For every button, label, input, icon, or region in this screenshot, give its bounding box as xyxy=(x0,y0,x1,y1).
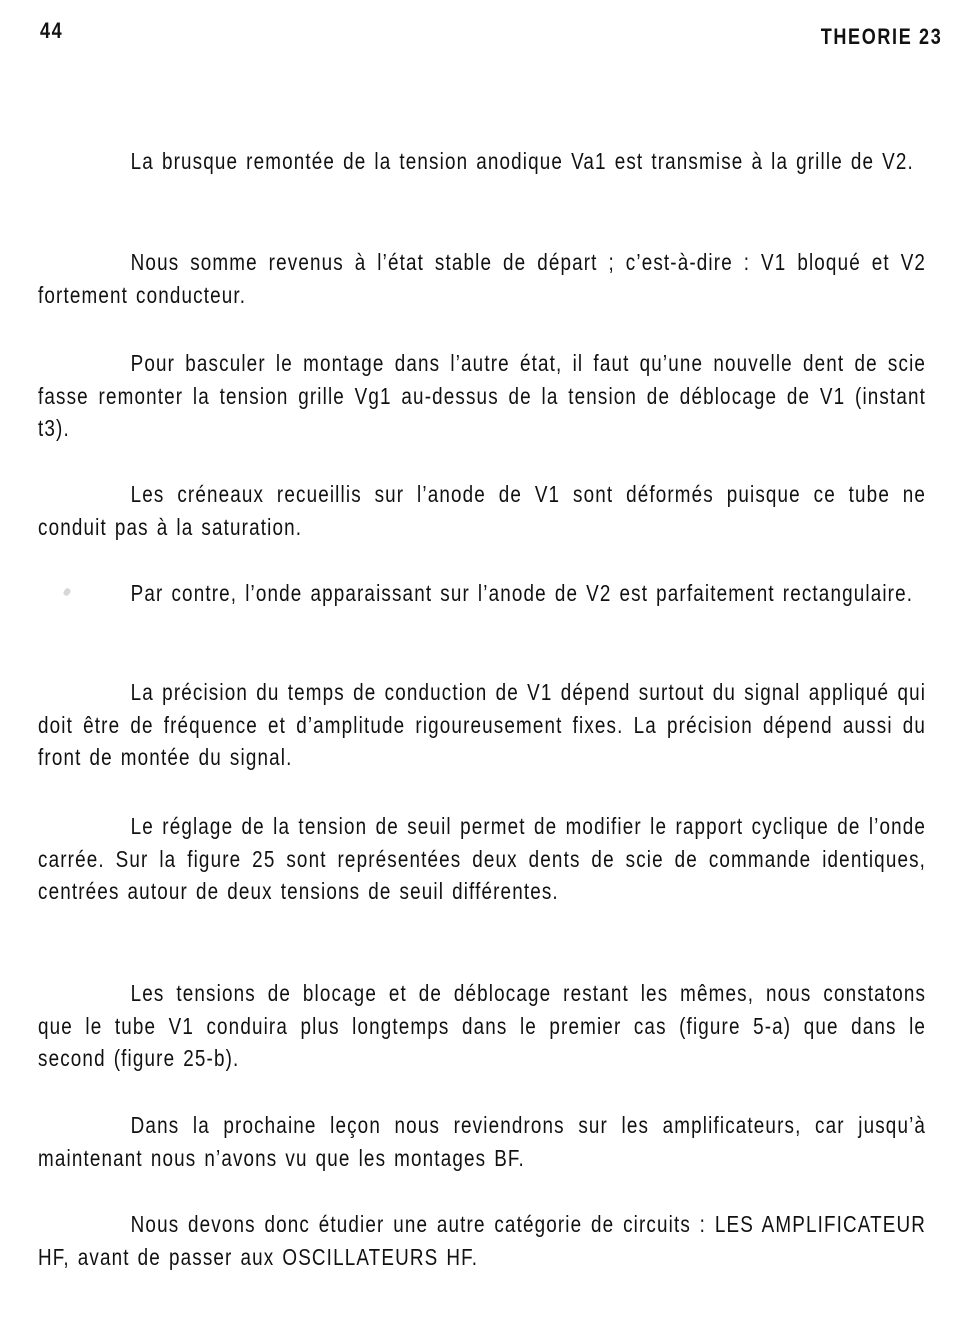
paragraph: Le réglage de la tension de seuil permet de modifier le rapport cyclique de l’onde carrée. Sur la figure 25 sont représentées deux dents de scie de commande identiques, centrées autour de deux tensions de seuil différentes. xyxy=(38,813,927,904)
paragraph: Nous somme revenus à l’état stable de départ ; c’est-à-dire : V1 bloqué et V2 fortement conducteur. xyxy=(38,249,927,308)
paragraph: Les tensions de blocage et de déblocage restant les mêmes, nous constatons que le tube V1 conduira plus longtemps dans le premier cas (figure 5-a) que dans le second (figure 25-b). xyxy=(38,980,927,1071)
paragraph: Par contre, l’onde apparaissant sur l’anode de V2 est parfaitement rectangulaire. xyxy=(130,580,914,606)
running-header xyxy=(40,18,942,48)
paragraph: La précision du temps de conduction de V1 dépend surtout du signal appliqué qui doit être de fréquence et d’amplitude rigoureusement fixes. La précision dépend aussi du front de montée du signal. xyxy=(38,679,927,770)
paragraph: Pour basculer le montage dans l’autre état, il faut qu’une nouvelle dent de scie fasse remonter la tension grille Vg1 au-dessus de la tension de déblocage de V1 (instant t3). xyxy=(38,350,927,441)
paragraph: Les créneaux recueillis sur l’anode de V1 sont déformés puisque ce tube ne conduit pas à la saturation. xyxy=(38,481,927,540)
paragraph: La brusque remontée de la tension anodique Va1 est transmise à la grille de V2. xyxy=(130,148,914,174)
paragraph: Nous devons donc étudier une autre catégorie de circuits : LES AMPLIFICATEUR HF, avant de passer aux OSCILLATEURS HF. xyxy=(38,1211,927,1270)
page-number: 44 xyxy=(40,18,64,43)
paragraph: Dans la prochaine leçon nous reviendrons sur les amplificateurs, car jusqu’à maintenant nous n’avons vu que les montages BF. xyxy=(38,1112,927,1171)
section-title: THEORIE 23 xyxy=(820,24,942,49)
